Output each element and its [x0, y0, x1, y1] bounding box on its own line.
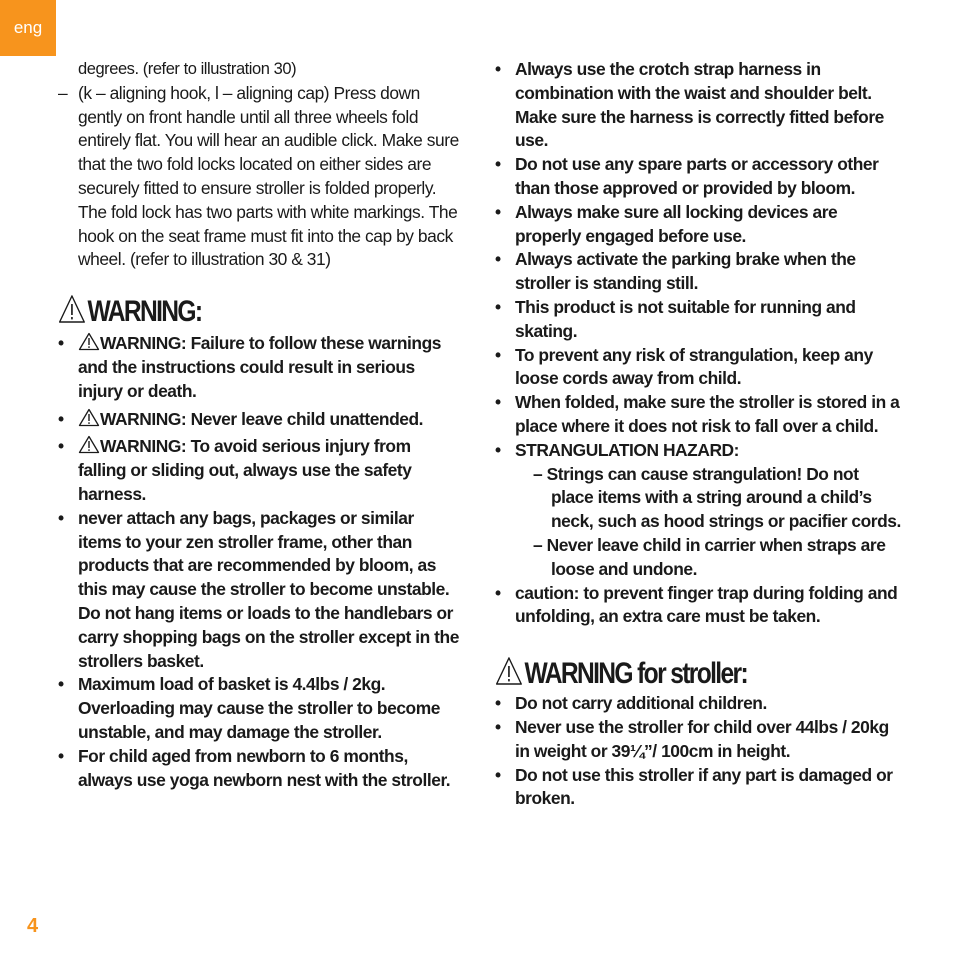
warning-triangle-icon — [78, 408, 100, 427]
warning-item-text: Do not use any spare parts or accessory other than those approved or provided by bloom. — [515, 154, 879, 198]
warning-item-text: WARNING: To avoid serious injury from falling or sliding out, always use the safety harness. — [78, 436, 412, 504]
bullet-dot: • — [495, 201, 501, 222]
bullet-dot: • — [495, 249, 501, 270]
list-item — [58, 745, 460, 793]
sub-list-item: – Never leave child in carrier when straps are loose and undone. — [533, 534, 886, 579]
bullet-dot: • — [58, 408, 64, 429]
warning-triangle-icon — [78, 435, 100, 454]
dash-marker: – — [58, 82, 68, 103]
list-item — [58, 673, 460, 744]
list-item — [495, 153, 905, 201]
bullet-dot: • — [495, 154, 501, 175]
warning-heading — [58, 294, 388, 329]
warning-item-text: This product is not suitable for running and skating. — [515, 296, 856, 341]
warning-item-text: WARNING: Failure to follow these warnings and the instructions could result in serious injury or death. — [78, 333, 441, 401]
bullet-dot: • — [495, 582, 501, 603]
bullet-dot: • — [58, 436, 64, 457]
list-item — [495, 582, 905, 630]
bullet-dot: • — [495, 716, 501, 737]
list-item — [495, 764, 905, 812]
warning-item-text: never attach any bags, packages or similar items to your zen stroller frame, other than products that are recommended by bloom, as this may cause the stroller to become unstable. Do not hang items or loads to the handlebars or carry shopping bags on the stroller except in the strollers basket. — [78, 507, 459, 671]
bullet-dot: • — [58, 333, 64, 354]
bullet-dot: • — [495, 693, 501, 714]
list-item — [495, 248, 905, 296]
bullet-dot: • — [58, 507, 64, 528]
left-column — [58, 58, 460, 792]
strangulation-sublist — [515, 463, 905, 582]
warning-item-text: Always use the crotch strap harness in combination with the waist and shoulder belt. Make sure the harness is correctly fitted before use. — [515, 59, 884, 151]
stroller-warning-list — [495, 692, 905, 811]
language-tab: eng — [0, 0, 56, 56]
list-item — [495, 716, 905, 764]
warning-item-text: For child aged from newborn to 6 months, always use yoga newborn nest with the stroller. — [78, 745, 451, 790]
list-item — [495, 58, 905, 153]
left-warning-list — [58, 332, 460, 792]
bullet-dot: • — [58, 674, 64, 695]
right-column — [495, 58, 905, 811]
step-k — [58, 82, 460, 272]
list-item — [495, 692, 905, 716]
strangulation-title: STRANGULATION HAZARD: — [515, 439, 740, 460]
list-item — [495, 391, 905, 439]
bullet-dot: • — [58, 745, 64, 766]
warning-heading-text: WARNING: — [87, 295, 202, 329]
list-item — [495, 201, 905, 249]
page-number: 4 — [27, 915, 39, 937]
warning-item-text: Always activate the parking brake when the stroller is standing still. — [515, 249, 856, 294]
warning-item-text: Maximum load of basket is 4.4lbs / 2kg. Overloading may cause the stroller to become unstable, and may damage the stroller. — [78, 674, 440, 742]
intro-continuation: degrees. (refer to illustration 30) — [78, 60, 297, 78]
bullet-dot: • — [495, 59, 501, 79]
right-warning-list — [495, 58, 905, 629]
warning-triangle-icon — [495, 656, 523, 686]
warning-item-text: Always make sure all locking devices are properly engaged before use. — [515, 201, 838, 246]
bullet-dot: • — [495, 764, 501, 785]
list-item — [495, 344, 905, 392]
stroller-warning-heading-text: WARNING for stroller: — [524, 657, 748, 691]
warning-item-text: Do not carry additional children. — [515, 693, 767, 714]
caution-text: caution: to prevent finger trap during folding and unfolding, an extra care must be taken. — [515, 582, 898, 627]
sub-list-item: – Strings can cause strangulation! Do not place items with a string around a child’s neck, such as hood strings or pacifier cords. — [533, 463, 901, 532]
list-item — [495, 296, 905, 344]
bullet-dot: • — [495, 344, 501, 365]
bullet-dot: • — [495, 296, 501, 317]
warning-item-text: To prevent any risk of strangulation, keep any loose cords away from child. — [515, 344, 873, 389]
list-item — [58, 332, 460, 403]
warning-item-text: When folded, make sure the stroller is stored in a place where it does not risk to fall over a child. — [515, 392, 900, 436]
bullet-dot: • — [495, 439, 501, 460]
warning-item-text: WARNING: Never leave child unattended. — [100, 408, 424, 429]
bullet-dot: • — [495, 392, 501, 413]
list-item — [58, 507, 460, 674]
warning-triangle-icon — [58, 294, 86, 324]
step-k-text: (k – aligning hook, l – aligning cap) Press down gently on front handle until all three wheels fold entirely flat. You will hear an audible click. Make sure that the two fold locks located on either sides are securely fitted to ensure stroller is folded properly. The fold lock has two parts with white markings. The hook on the seat frame must fit into the cap by back wheel. (refer to illustration 30 & 31) — [78, 82, 459, 270]
list-item — [58, 408, 460, 432]
stroller-warning-heading — [495, 656, 831, 691]
warning-item-text: Do not use this stroller if any part is damaged or broken. — [515, 764, 893, 809]
list-item — [58, 435, 460, 506]
warning-item-text: Never use the stroller for child over 44lbs / 20kg in weight or 39¼”/ 100cm in height. — [515, 716, 889, 761]
strangulation-item — [495, 439, 905, 582]
warning-triangle-icon — [78, 332, 100, 351]
